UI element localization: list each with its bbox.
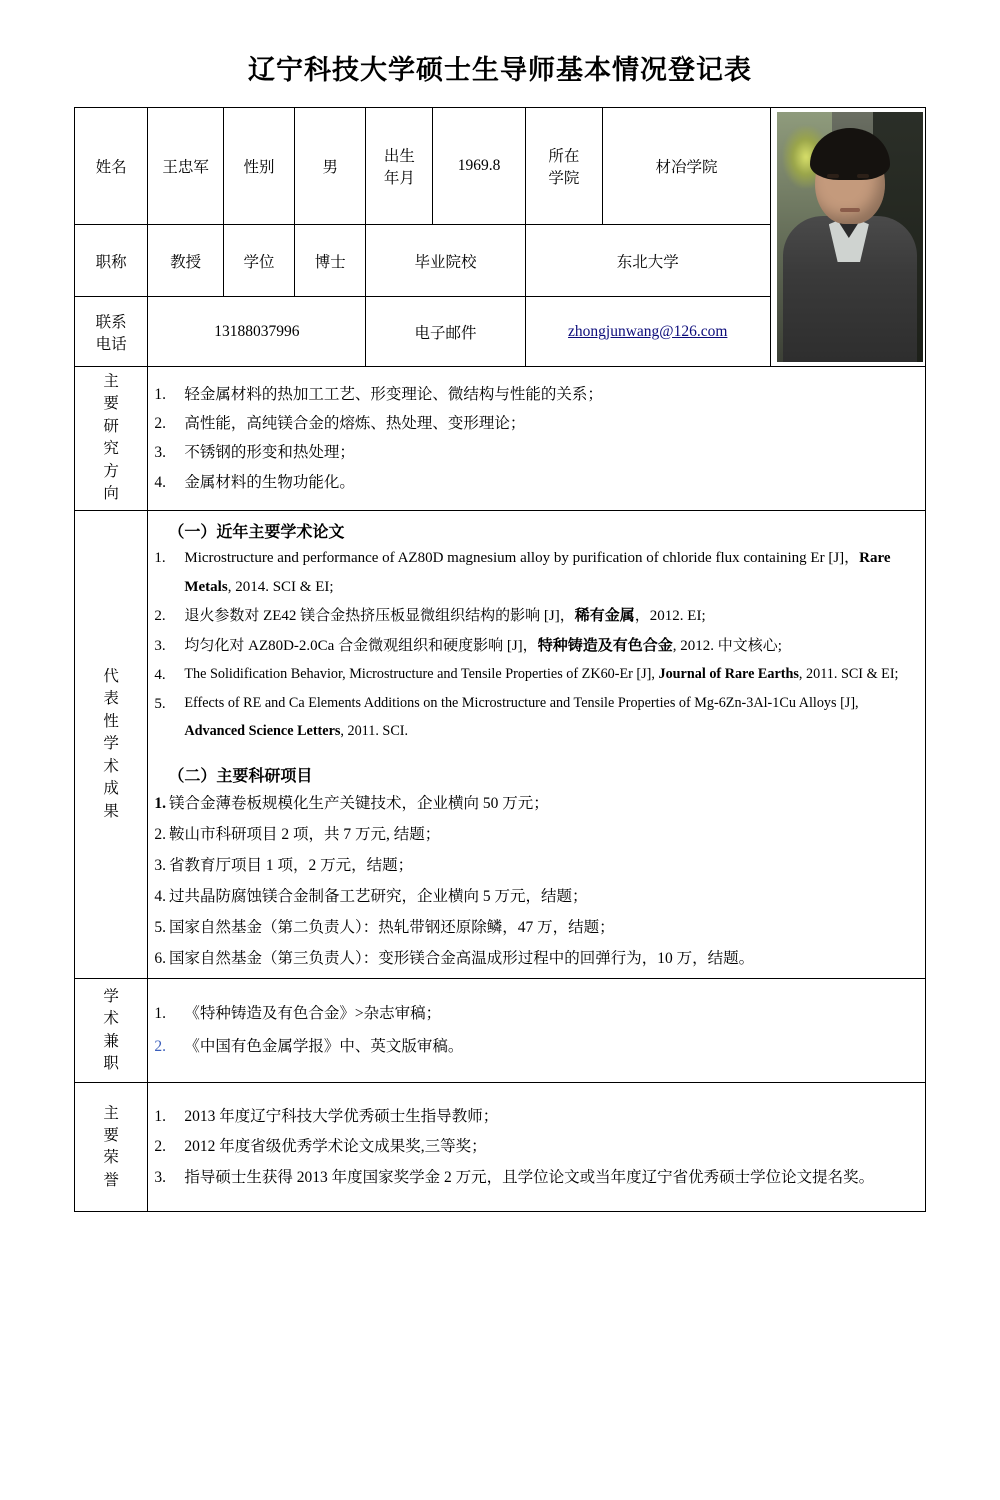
row-honors xyxy=(75,1083,926,1212)
item-text: 过共晶防腐蚀镁合金制备工艺研究，企业横向 5 万元，结题； xyxy=(168,888,588,906)
paper-title: Microstructure and performance of AZ80D magnesium alloy by purification of chloride flux containing Er [J]， xyxy=(184,549,860,566)
list-item xyxy=(154,661,919,690)
value-college: 材冶学院 xyxy=(603,108,771,225)
label-degree: 学位 xyxy=(223,225,294,297)
value-school: 东北大学 xyxy=(525,225,770,297)
item-text: 《中国有色金属学报》中、英文版审稿。 xyxy=(184,1037,464,1055)
item-number: 1. xyxy=(154,1108,166,1126)
item-text xyxy=(184,632,919,661)
item-text: 指导硕士生获得 2013 年度国家奖学金 2 万元，且学位论文或当年度辽宁省优秀硕士学位论文提名奖。 xyxy=(184,1168,875,1186)
page-title: 辽宁科技大学硕士生导师基本情况登记表 xyxy=(248,55,752,85)
honors-content xyxy=(148,1083,926,1212)
item-number: 4. xyxy=(154,473,166,491)
item-number: 1. xyxy=(154,549,166,566)
label-email: 电子邮件 xyxy=(366,297,525,367)
paper-suffix: , 2014. SCI & EI; xyxy=(227,579,334,596)
item-number: 1. xyxy=(154,795,166,813)
item-text: 2012 年度省级优秀学术论文成果奖,三等奖； xyxy=(184,1138,487,1156)
label-honors xyxy=(75,1083,148,1212)
item-number: 2. xyxy=(154,826,166,844)
paper-suffix: , 2011. SCI. xyxy=(340,722,409,739)
row-achievements xyxy=(75,510,926,979)
item-number: 6. xyxy=(154,950,166,968)
list-item xyxy=(154,380,919,409)
list-item xyxy=(154,850,919,881)
item-text: 轻金属材料的热加工工艺、形变理论、微结构与性能的关系； xyxy=(184,385,603,403)
value-title: 教授 xyxy=(148,225,223,297)
value-phone: 13188037996 xyxy=(148,297,366,367)
list-item xyxy=(154,690,919,745)
item-number: 3. xyxy=(154,1168,166,1186)
value-degree: 博士 xyxy=(295,225,366,297)
parttime-list xyxy=(154,998,919,1063)
item-number: 2. xyxy=(154,1037,166,1055)
item-number: 2. xyxy=(154,1138,166,1156)
item-number: 5. xyxy=(154,696,166,713)
label-birth xyxy=(366,108,433,225)
papers-heading: （一）近年主要学术论文 xyxy=(168,523,345,541)
label-achievements xyxy=(75,510,148,979)
portrait-photo xyxy=(777,112,923,362)
item-text: 鞍山市科研项目 2 项，共 7 万元, 结题； xyxy=(168,826,441,844)
item-text: 高性能，高纯镁合金的熔炼、热处理、变形理论； xyxy=(184,414,526,432)
list-item xyxy=(154,544,919,603)
photo-mouth xyxy=(840,208,860,212)
label-char: 术 xyxy=(103,757,119,775)
item-text xyxy=(184,544,919,603)
label-char: 成 xyxy=(103,780,119,798)
value-gender: 男 xyxy=(295,108,366,225)
item-text: 省教育厅项目 1 项，2 万元，结题； xyxy=(168,857,414,875)
label-parttime xyxy=(75,979,148,1083)
item-number: 3. xyxy=(154,444,166,462)
item-text xyxy=(184,661,919,690)
label-char: 性 xyxy=(103,712,119,730)
label-char: 要 xyxy=(103,395,119,413)
paper-journal: Advanced Science Letters xyxy=(184,722,341,739)
list-item xyxy=(154,819,919,850)
list-item xyxy=(154,788,919,819)
label-char: 荣 xyxy=(103,1149,119,1167)
item-number: 3. xyxy=(154,637,166,654)
research-directions-content xyxy=(148,367,926,511)
label-school: 毕业院校 xyxy=(366,225,525,297)
item-text: 2013 年度辽宁科技大学优秀硕士生指导教师； xyxy=(184,1108,499,1126)
value-email xyxy=(525,297,770,367)
list-item xyxy=(154,632,919,661)
item-number: 4. xyxy=(154,666,166,683)
list-item xyxy=(154,438,919,467)
papers-list xyxy=(154,544,919,746)
projects-list xyxy=(154,788,919,974)
item-number: 2. xyxy=(154,414,166,432)
item-text: 国家自然基金（第二负责人）：热轧带钢还原除鳞，47 万，结题； xyxy=(168,919,615,937)
parttime-content xyxy=(148,979,926,1083)
list-item xyxy=(154,602,919,631)
paper-journal: Journal of Rare Earths xyxy=(658,665,799,682)
item-number: 3. xyxy=(154,857,166,875)
label-phone-line1: 联系 xyxy=(95,313,127,331)
paper-suffix: ，2012. EI; xyxy=(634,608,706,625)
list-item xyxy=(154,468,919,497)
label-research-directions xyxy=(75,367,148,511)
row-parttime xyxy=(75,979,926,1083)
list-item xyxy=(154,998,919,1031)
item-text: 国家自然基金（第三负责人）：变形镁合金高温成形过程中的回弹行为，10 万，结题。 xyxy=(168,950,755,968)
row-research-directions xyxy=(75,367,926,511)
value-birth: 1969.8 xyxy=(433,108,525,225)
list-item xyxy=(154,1102,919,1132)
paper-title: Effects of RE and Ca Elements Additions on the Microstructure and Tensile Properties of Mg-6Zn-3Al-1Cu Alloys [J], xyxy=(184,695,859,712)
email-link[interactable]: zhongjunwang@126.com xyxy=(568,322,728,340)
label-char: 职 xyxy=(103,1055,119,1073)
label-char: 学 xyxy=(103,735,119,753)
label-char: 表 xyxy=(103,690,119,708)
item-text: 不锈钢的形变和热处理； xyxy=(184,444,355,462)
list-item xyxy=(154,1031,919,1064)
label-college xyxy=(525,108,603,225)
photo-eye-right xyxy=(857,174,869,178)
label-phone xyxy=(75,297,148,367)
label-char: 学 xyxy=(103,988,119,1005)
label-char: 究 xyxy=(103,440,119,458)
label-birth-line2: 年月 xyxy=(383,170,415,187)
honors-list xyxy=(154,1102,919,1193)
label-char: 研 xyxy=(103,417,119,435)
paper-suffix: , 2011. SCI & EI; xyxy=(798,665,899,682)
portrait-photo-cell xyxy=(770,108,925,367)
paper-title: The Solidification Behavior, Microstructure and Tensile Properties of ZK60-Er [J], xyxy=(184,665,659,682)
item-number: 5. xyxy=(154,919,166,937)
label-char: 果 xyxy=(103,802,119,820)
item-number: 2. xyxy=(154,608,166,625)
list-item xyxy=(154,943,919,974)
photo-eye-left xyxy=(827,174,839,178)
label-gender: 性别 xyxy=(223,108,294,225)
label-birth-line1: 出生 xyxy=(383,148,415,165)
registration-form-table xyxy=(74,107,926,1212)
label-char: 誉 xyxy=(103,1171,119,1189)
list-item xyxy=(154,409,919,438)
section-spacer xyxy=(154,745,919,759)
item-text: 镁合金薄卷板规模化生产关键技术，企业横向 50 万元； xyxy=(168,795,549,813)
item-number: 1. xyxy=(154,385,166,403)
row-basic-1 xyxy=(75,108,926,225)
list-item xyxy=(154,1132,919,1162)
label-char: 要 xyxy=(103,1126,119,1144)
label-char: 术 xyxy=(103,1010,119,1028)
label-phone-line2: 电话 xyxy=(95,335,127,353)
paper-title: 退火参数对 ZE42 镁合金热挤压板显微组织结构的影响 [J]， xyxy=(184,608,575,625)
item-text: 《特种铸造及有色合金》>杂志审稿； xyxy=(184,1005,442,1023)
item-text: 金属材料的生物功能化。 xyxy=(184,473,355,491)
label-char: 向 xyxy=(103,485,119,503)
label-char: 兼 xyxy=(103,1032,119,1050)
item-number: 1. xyxy=(154,1005,166,1023)
label-char: 主 xyxy=(103,1104,119,1122)
label-college-line1: 所在 xyxy=(548,148,580,165)
value-name: 王忠军 xyxy=(148,108,223,225)
item-number: 4. xyxy=(154,888,166,906)
item-text xyxy=(184,602,919,631)
list-item xyxy=(154,881,919,912)
label-char: 代 xyxy=(103,667,119,685)
paper-journal: 稀有金属 xyxy=(574,608,635,625)
paper-title: 均匀化对 AZ80D-2.0Ca 合金微观组织和硬度影响 [J]， xyxy=(184,637,538,654)
label-char: 方 xyxy=(103,462,119,480)
label-name: 姓名 xyxy=(75,108,148,225)
list-item xyxy=(154,1163,919,1193)
item-text xyxy=(184,690,919,745)
paper-journal: 特种铸造及有色合金 xyxy=(537,637,673,654)
paper-journal: Rare Metals xyxy=(184,549,891,596)
label-char: 主 xyxy=(103,373,119,390)
label-title: 职称 xyxy=(75,225,148,297)
projects-heading: （二）主要科研项目 xyxy=(168,768,313,786)
label-college-line2: 学院 xyxy=(548,170,580,187)
research-directions-list xyxy=(154,380,919,498)
list-item xyxy=(154,912,919,943)
paper-suffix: , 2012. 中文核心; xyxy=(672,637,782,654)
achievements-content xyxy=(148,510,926,979)
